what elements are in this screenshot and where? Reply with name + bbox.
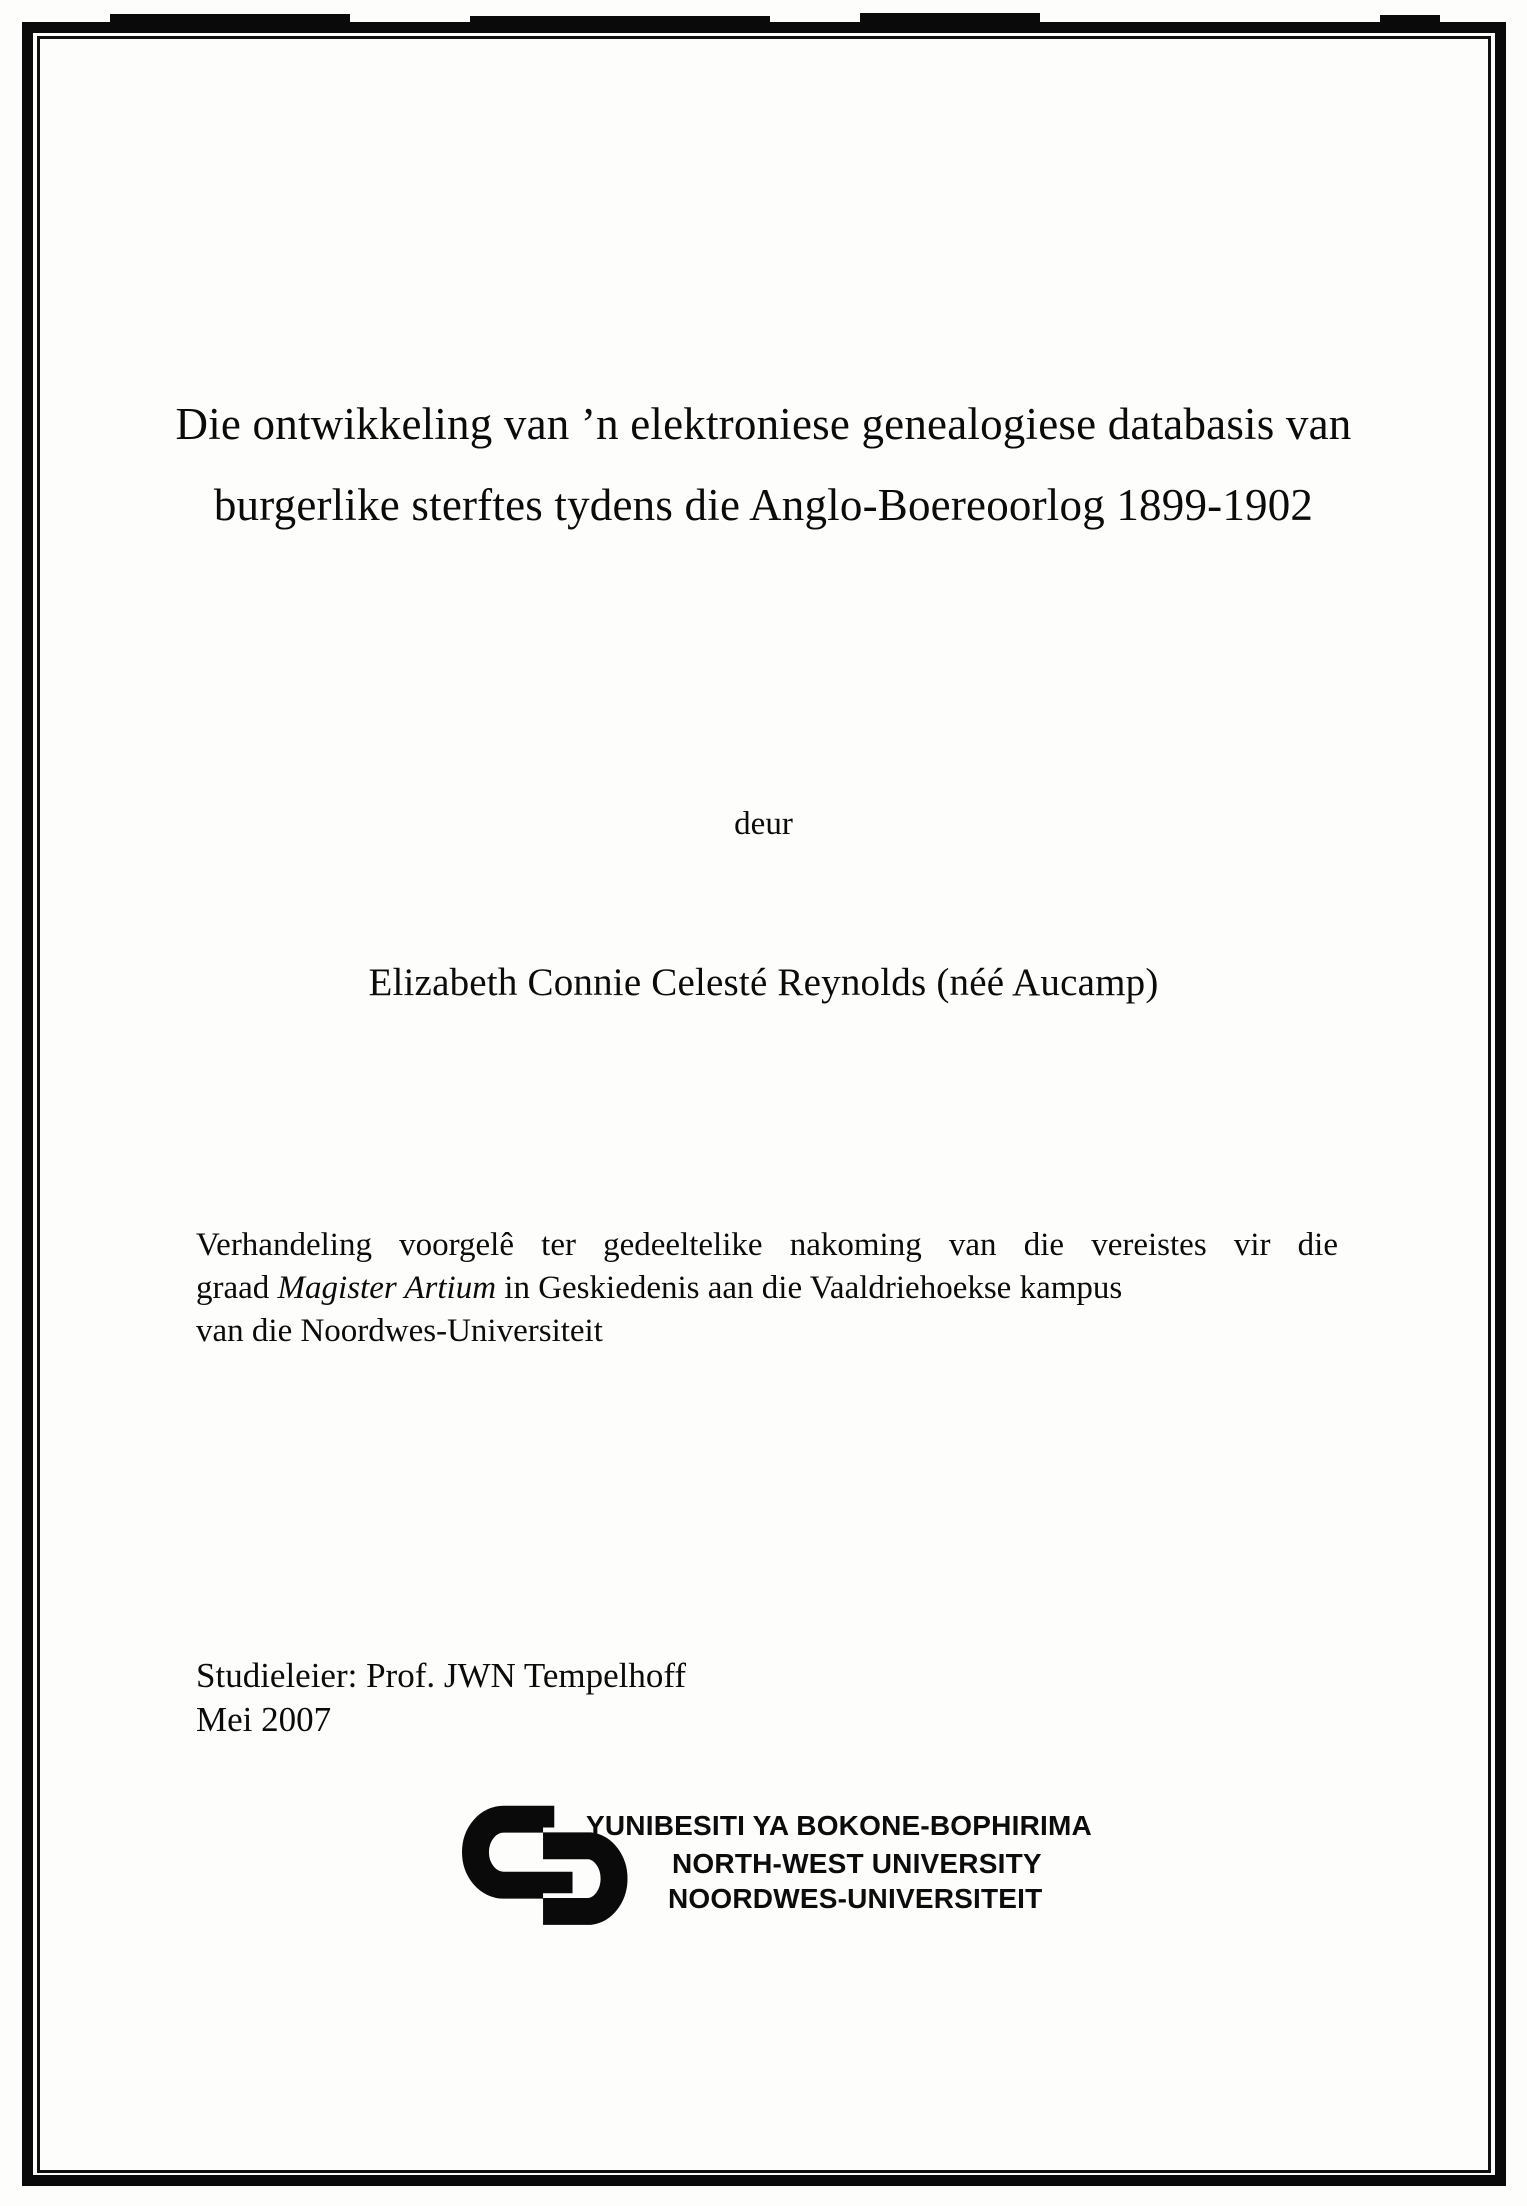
date-line: Mei 2007 bbox=[196, 1700, 332, 1739]
byline-label: deur bbox=[734, 806, 793, 842]
logo-text-afrikaans: NOORDWES-UNIVERSITEIT bbox=[668, 1883, 1043, 1914]
declaration-line3: van die Noordwes-Universiteit bbox=[196, 1313, 603, 1349]
logo-text-setswana: YUNIBESITI YA BOKONE-BOPHIRIMA bbox=[586, 1810, 1092, 1841]
scan-artifact bbox=[1380, 15, 1440, 22]
thesis-title bbox=[120, 398, 1407, 560]
supervisor-line: Studieleier: Prof. JWN Tempelhoff bbox=[196, 1656, 687, 1695]
thesis-title-line1: Die ontwikkeling van ’n elektroniese genealogiese databasis van bbox=[175, 399, 1352, 449]
declaration-line2-post: in Geskiedenis aan die Vaaldriehoekse kampus bbox=[496, 1270, 1123, 1306]
author-name: Elizabeth Connie Celesté Reynolds (néé Aucamp) bbox=[368, 961, 1159, 1004]
declaration-degree-name: Magister Artium bbox=[277, 1270, 497, 1306]
thesis-title-line2: burgerlike sterftes tydens die Anglo-Boereoorlog 1899-1902 bbox=[213, 480, 1314, 531]
scan-artifact bbox=[860, 13, 1040, 22]
logo-text-english: NORTH-WEST UNIVERSITY bbox=[672, 1848, 1042, 1879]
declaration-line1: Verhandeling voorgelê ter gedeeltelike nakoming van die vereistes vir die bbox=[196, 1227, 1338, 1263]
declaration-line2 bbox=[196, 1267, 1338, 1310]
declaration-line2-pre: graad bbox=[196, 1270, 278, 1306]
degree-declaration bbox=[196, 1224, 1338, 1353]
